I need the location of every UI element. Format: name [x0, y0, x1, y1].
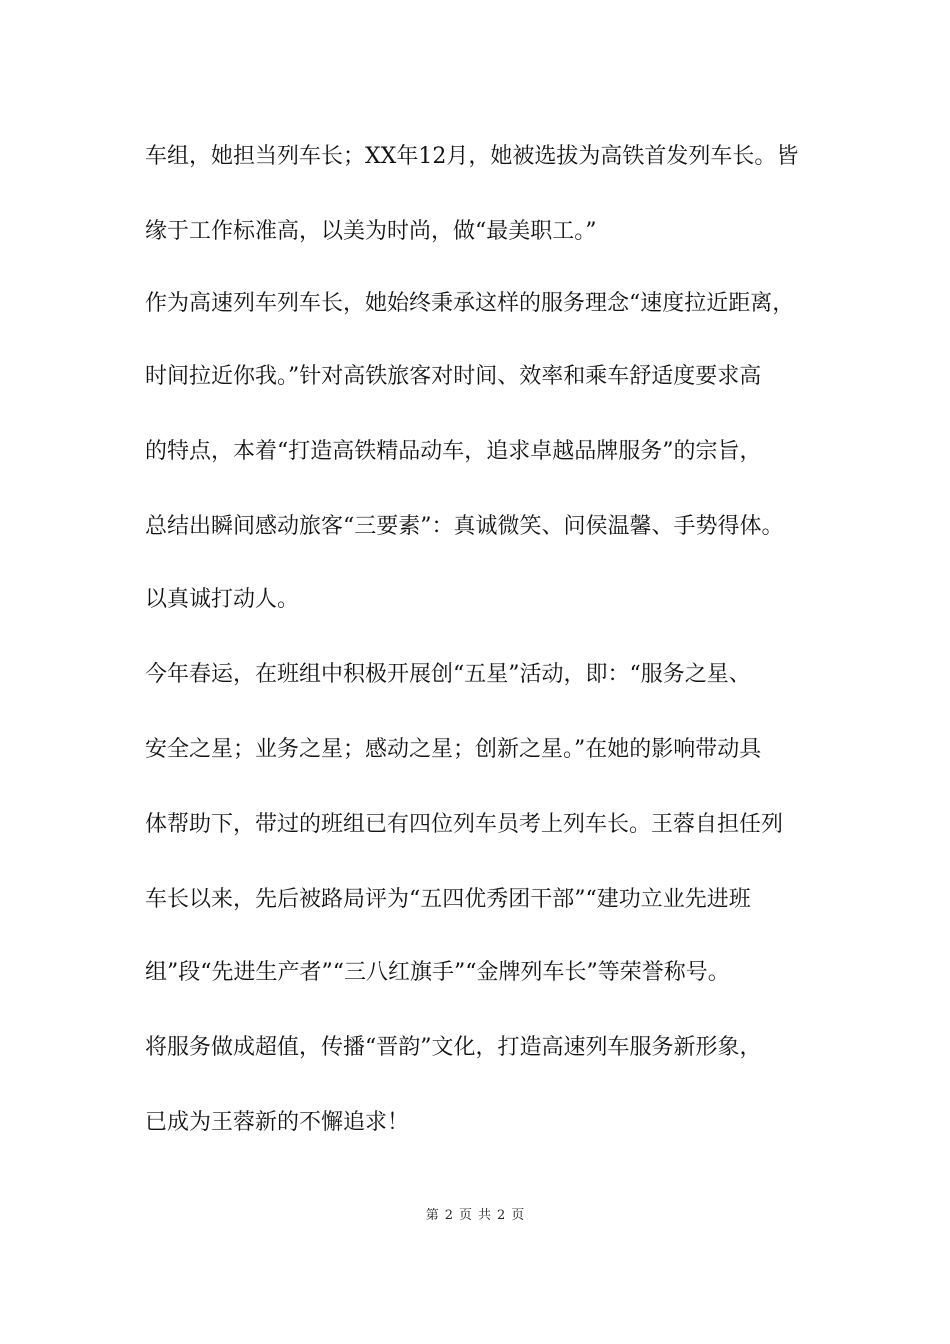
paragraph-line-4: 时间拉近你我。”针对高铁旅客对时间、效率和乘车舒适度要求高: [145, 364, 762, 389]
footer-page-word: 页: [458, 1208, 472, 1223]
paragraph-line-12: 组”段“先进生产者”“三八红旗手”“金牌列车长”等荣誉称号。: [145, 960, 730, 985]
paragraph-line-9: 安全之星；业务之星；感动之星；创新之星。”在她的影响带动具: [145, 737, 762, 762]
footer-suffix: 页: [511, 1208, 525, 1223]
paragraph-line-13: 将服务做成超值，传播“晋韵”文化，打造高速列车服务新形象，: [145, 1035, 762, 1060]
paragraph-line-8: 今年春运，在班组中积极开展创“五星”活动，即：“服务之星、: [145, 662, 751, 687]
paragraph-line-14: 已成为王蓉新的不懈追求！: [145, 1110, 410, 1135]
footer-total-pages: 2: [497, 1208, 506, 1223]
footer-prefix: 第: [425, 1208, 439, 1223]
footer-current-page: 2: [444, 1208, 453, 1223]
paragraph-line-5: 的特点，本着“打造高铁精品动车，追求卓越品牌服务”的宗旨，: [145, 439, 762, 464]
paragraph-line-3: 作为高速列车列车长，她始终秉承这样的服务理念“速度拉近距离，: [145, 291, 795, 316]
paragraph-line-10: 体帮助下，带过的班组已有四位列车员考上列车长。王蓉自担任列: [145, 812, 784, 837]
page-footer: [0, 1207, 950, 1225]
paragraph-line-1: 车组，她担当列车长；XX年12月，她被选拔为高铁首发列车长。皆: [145, 144, 799, 169]
paragraph-line-2: 缘于工作标准高，以美为时尚，做“最美职工。”: [145, 219, 597, 244]
footer-total-word: 共: [478, 1208, 492, 1223]
paragraph-line-11: 车长以来，先后被路局评为“五四优秀团干部”“建功立业先进班: [145, 887, 751, 912]
paragraph-line-7: 以真诚打动人。: [145, 587, 300, 612]
paragraph-line-6: 总结出瞬间感动旅客“三要素”：真诚微笑、问侯温馨、手势得体。: [145, 514, 784, 539]
